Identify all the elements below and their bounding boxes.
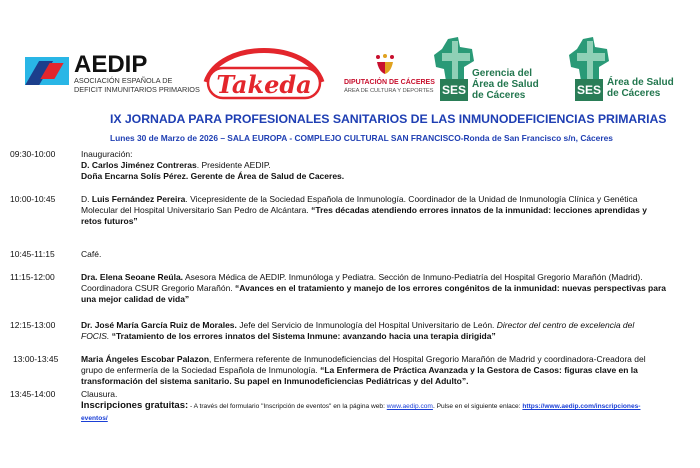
agenda-time: 10:00-10:45 <box>10 194 56 204</box>
agenda-description <box>81 389 684 425</box>
talk-title: “La Enfermera de Práctica Avanzada y la Gestora de Casos: figuras clave en la <box>320 365 638 376</box>
aedip-subtitle-line1: ASOCIACIÓN ESPAÑOLA DE <box>74 76 173 85</box>
registration-link[interactable]: https://www.aedip.com/inscripciones- <box>522 403 641 411</box>
registration-link-continued[interactable]: eventos/ <box>81 415 108 423</box>
agenda-text: Coordinadora CSUR Gregorio Marañón. <box>81 283 236 294</box>
talk-title: retos futuros” <box>81 216 138 227</box>
takeda-wordmark: Takeda <box>216 70 312 99</box>
agenda-description <box>81 320 684 342</box>
ses-gerencia-text <box>472 68 539 101</box>
talk-title: “Avances en el tratamiento y manejo de los errores congénitos de la inmunidad: nuevas perspectivas para <box>235 283 666 294</box>
agenda-time: 12:15-13:00 <box>10 320 56 330</box>
ses-badge: SES <box>575 79 603 101</box>
ses-area-line2: de Cáceres <box>607 88 661 99</box>
ses-area-logo <box>565 37 690 107</box>
talk-title: “Tratamiento de los errores innatos del Sistema Inmune: avanzando hacia una terapia dirigida” <box>109 331 496 342</box>
agenda-description <box>81 249 684 260</box>
registration-line <box>81 400 684 412</box>
aedip-subtitle <box>74 76 200 94</box>
agenda-text: . Vicepresidente de la Sociedad Española de Inmunología. Coordinador de la Unidad de Inmunología Clínica y Genética <box>185 194 638 204</box>
logo-bar <box>0 30 700 108</box>
talk-title: transformación del sistema sanitario. Su papel en Inmunodeficiencias Pediátricas y del Adulto”. <box>81 376 469 387</box>
aedip-name: AEDIP <box>74 51 148 78</box>
takeda-logo <box>200 46 328 106</box>
agenda-text: Asesora Médica de AEDIP. Inmunóloga y Pediatra. Sección de Inmuno-Pediatría del Hospital Gregorio Marañón (Madrid). <box>183 272 643 282</box>
ses-badge: SES <box>440 79 468 101</box>
agenda-text: Molecular del Hospital Universitario San Pedro de Alcántara. <box>81 205 312 216</box>
agenda-description <box>81 354 684 388</box>
agenda-text-italic: FOCIS. <box>81 331 110 342</box>
ses-area-line1: Área de Salud <box>607 77 674 88</box>
aedip-site-link[interactable]: www.aedip.com <box>386 403 433 411</box>
agenda-description <box>81 272 684 306</box>
diputacion-emblem-icon <box>374 54 396 76</box>
aedip-subtitle-line2: DEFICIT INMUNITARIOS PRIMARIOS <box>74 85 200 94</box>
talk-title: “Tres décadas atendiendo errores innatos de la inmunidad: lecciones aprendidas y <box>311 205 647 216</box>
agenda-text: . Presidente AEDIP. <box>196 160 271 171</box>
agenda-text: Clausura. <box>81 389 118 399</box>
agenda-description <box>81 149 684 183</box>
ses-gerencia-line3: de Cáceres <box>472 90 526 101</box>
agenda-time: 09:30-10:00 <box>10 149 56 159</box>
speaker-name: Maria Ángeles Escobar Palazon <box>81 354 210 364</box>
event-subtitle: Lunes 30 de Marzo de 2026 – SALA EUROPA - COMPLEJO CULTURAL SAN FRANCISCO-Ronda de San Francisco s/n, Cáceres <box>110 133 613 143</box>
agenda-text: Inauguración: <box>81 149 133 159</box>
agenda-text: Jefe del Servicio de Inmunología del Hospital Universitario de León. <box>236 320 497 330</box>
aedip-mark-icon <box>25 57 69 85</box>
diputacion-title: DIPUTACIÓN DE CÁCERES <box>344 79 435 86</box>
agenda-text-italic: Director del centro de excelencia del <box>496 320 635 330</box>
agenda-text: D. <box>81 194 92 204</box>
event-title: IX JORNADA PARA PROFESIONALES SANITARIOS DE LAS INMUNODEFICIENCIAS PRIMARIAS <box>110 112 667 126</box>
agenda-time: 10:45-11:15 <box>10 249 55 259</box>
speaker-name: D. Carlos Jiménez Contreras <box>81 160 197 171</box>
ses-gerencia-line1: Gerencia del <box>472 68 533 79</box>
diputacion-logo <box>344 54 434 100</box>
speaker-name: Dra. Elena Seoane Reúla. <box>81 272 184 282</box>
agenda-description <box>81 194 684 228</box>
diputacion-subtitle: ÁREA DE CULTURA Y DEPORTES <box>344 88 434 94</box>
agenda-text: Café. <box>81 249 102 259</box>
ses-gerencia-logo <box>430 37 555 107</box>
registration-text: . Pulse en el siguiente enlace: <box>432 403 523 411</box>
speaker-name: Doña Encarna Solís Pérez. Gerente de Área de Salud de Caceres. <box>81 171 345 182</box>
agenda-time: 13:00-13:45 <box>13 354 59 364</box>
ses-area-text <box>607 77 674 99</box>
registration-label: Inscripciones gratuitas: <box>81 400 189 412</box>
speaker-name: Luis Fernández Pereira <box>91 194 186 204</box>
speaker-name: Dr. José María García Ruiz de Morales. <box>81 320 237 330</box>
agenda-text: grupo de enfermería de la Sociedad Española de Inmunología. <box>81 365 321 376</box>
ses-gerencia-line2: Área de Salud <box>472 79 539 90</box>
agenda-time: 13:45-14:00 <box>10 389 56 399</box>
agenda-time: 11:15-12:00 <box>10 272 55 282</box>
registration-text: - A través del formulario "Inscripción de eventos" en la página web: <box>188 403 387 411</box>
talk-title: una mejor calidad de vida” <box>81 294 190 305</box>
agenda-text: , Enfermera referente de Inmunodeficiencias del Hospital Gregorio Marañón de Madrid y coordinadora-Creadora del <box>209 354 646 364</box>
aedip-logo <box>25 51 215 97</box>
